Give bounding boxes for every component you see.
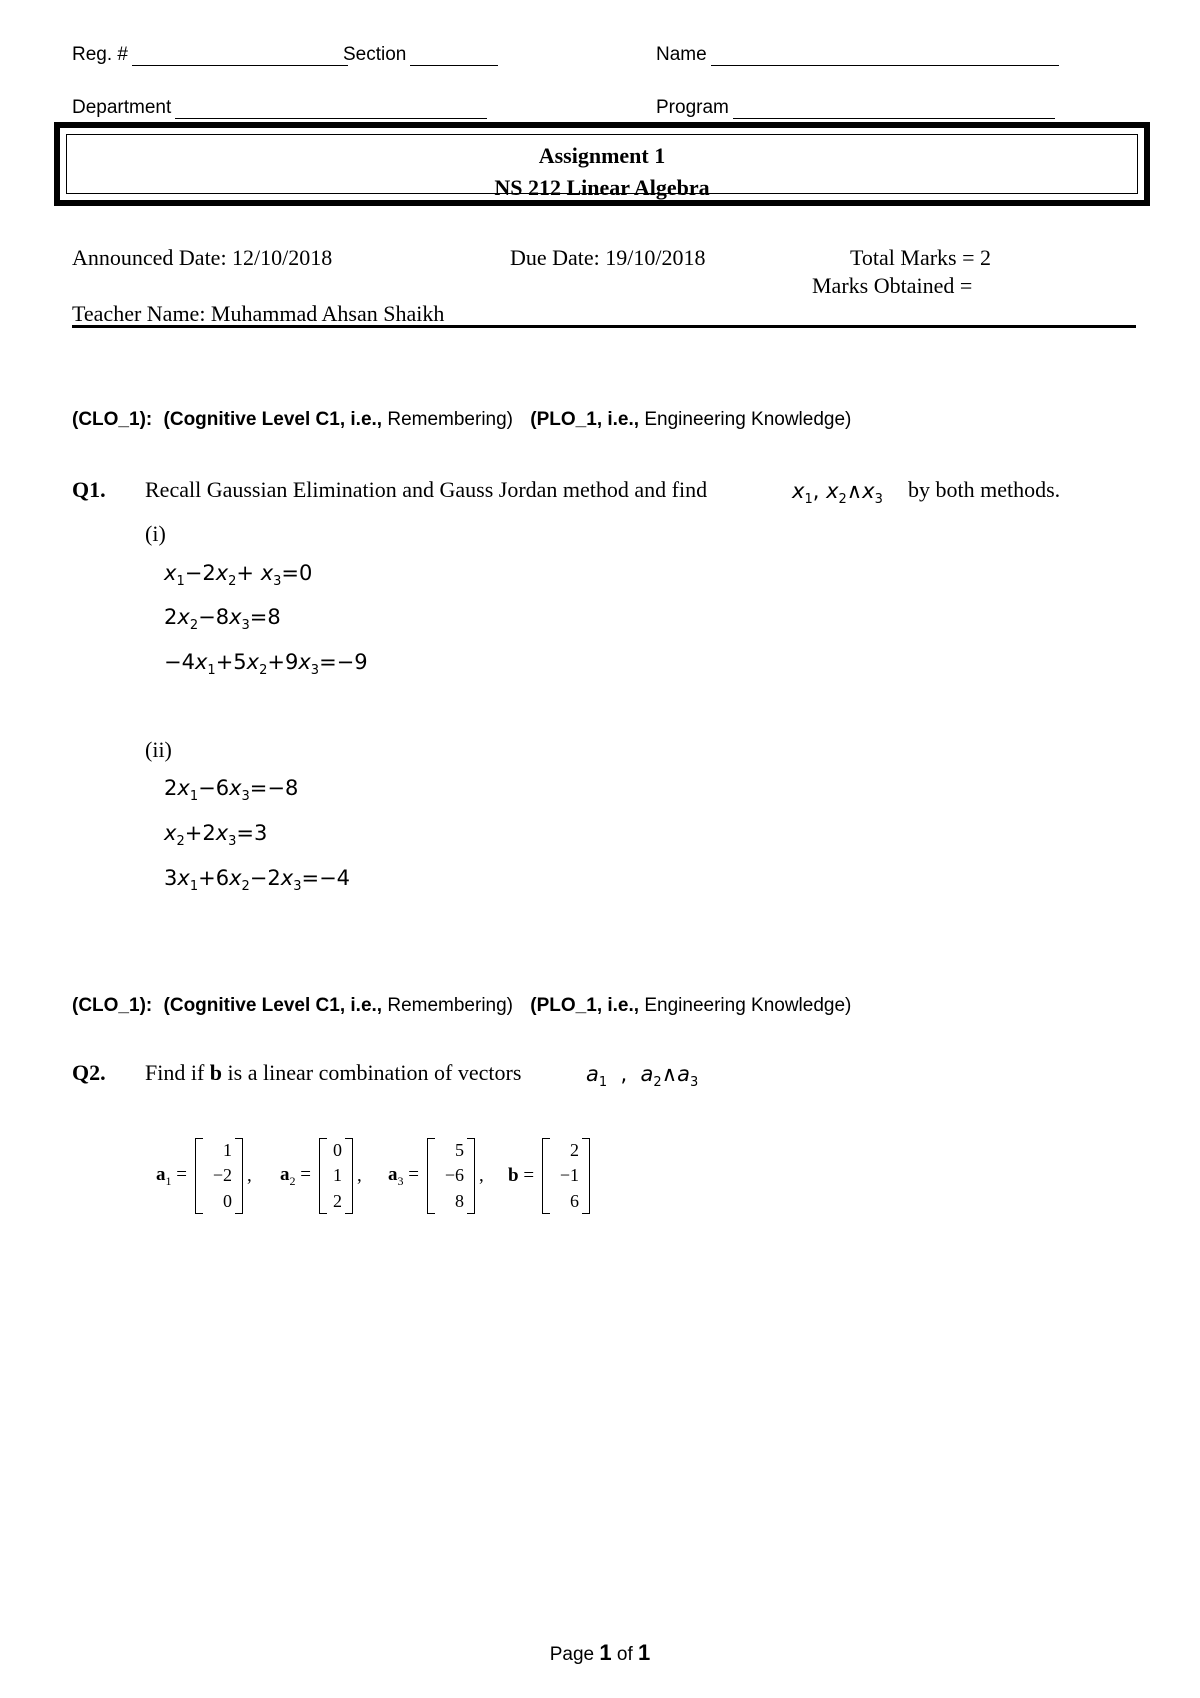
matrix-a2: $a_2$ = 0 1 2 ,	[280, 1138, 362, 1214]
program-blank	[733, 100, 1055, 119]
cognitive-prefix: (Cognitive Level C1, i.e.,	[163, 995, 383, 1016]
q1-number: Q1.	[72, 477, 106, 502]
q1-ii-equation-3: $3x_1+6x_2-2x_3=-4$	[164, 866, 351, 895]
q2-number: Q2.	[72, 1060, 106, 1085]
matrix-a3: $a_3$ = 5 −6 8 ,	[388, 1138, 484, 1214]
reg-blank	[132, 47, 348, 66]
matrix-a3-entry: −6	[444, 1165, 464, 1186]
clo-line-q1	[72, 409, 851, 431]
matrix-a3-entry: 5	[454, 1140, 464, 1161]
marks-obtained: Marks Obtained =	[812, 273, 973, 298]
title-box	[54, 122, 1150, 206]
matrix-b	[508, 1138, 590, 1214]
clo-line-q2	[72, 995, 851, 1017]
department-blank	[175, 100, 487, 119]
section-label: Section	[343, 44, 407, 65]
q1-i-equation-3: $-4x_1+5x_2+9x_3=-9$	[164, 650, 368, 679]
section-field	[343, 44, 498, 66]
name-field	[656, 44, 1059, 66]
program-field	[656, 97, 1055, 119]
department-field	[72, 97, 487, 119]
reg-field	[72, 44, 348, 66]
cognitive-prefix: (Cognitive Level C1, i.e.,	[163, 409, 383, 430]
matrix-b-entry: 6	[570, 1190, 580, 1211]
matrix-a2-entry: 1	[332, 1165, 342, 1186]
matrix-a3-bracket	[427, 1138, 475, 1214]
assignment-title: Assignment 1	[538, 143, 666, 168]
matrix-a1-entry: 1	[222, 1140, 232, 1161]
matrix-a1-entry: 0	[222, 1190, 232, 1211]
cognitive-term: Remembering)	[387, 995, 514, 1016]
course-title: NS 212 Linear Algebra	[494, 175, 710, 200]
page-footer	[0, 1640, 1200, 1666]
total-marks: Total Marks = 2	[850, 245, 992, 270]
q1-ii-equation-2: $x_2+2x_3=3$	[164, 821, 268, 850]
matrix-b-entry: −1	[559, 1165, 580, 1186]
q1-text-after: by both methods.	[908, 477, 1061, 502]
plo-term: Engineering Knowledge)	[644, 995, 852, 1016]
clo-code: (CLO_1):	[72, 995, 153, 1016]
matrix-a3-entry: 8	[454, 1190, 464, 1211]
q2-text-before: Find if	[145, 1060, 205, 1085]
plo-prefix: (PLO_1, i.e.,	[530, 409, 640, 430]
teacher-name: Teacher Name: Muhammad Ahsan Shaikh	[72, 301, 445, 326]
reg-label: Reg. #	[72, 44, 128, 65]
name-label: Name	[656, 44, 707, 65]
q2-b-symbol: b	[209, 1060, 223, 1085]
matrix-a1-entry: −2	[212, 1165, 232, 1186]
due-date: Due Date: 19/10/2018	[510, 245, 706, 270]
matrix-a1-label: $a_1$ =	[156, 1163, 187, 1188]
q1-ii-equation-1: $2x_1-6x_3=-8$	[164, 776, 299, 805]
q1-part-i-label: (i)	[145, 521, 166, 546]
title-inner-frame	[66, 134, 1138, 200]
q1-part-ii-label: (ii)	[145, 737, 172, 762]
q2-text	[145, 1060, 521, 1086]
program-label: Program	[656, 97, 729, 118]
section-blank	[410, 47, 498, 66]
q2-text-after: is a linear combination of vectors	[227, 1060, 522, 1085]
q1-i-equation-2: $2x_2-8x_3=8$	[164, 605, 281, 634]
matrix-a2-entry: 2	[332, 1190, 342, 1211]
matrix-a1: $a_1$ = 1 −2 0 ,	[156, 1138, 252, 1214]
q1-i-equation-1: $x_1-2x_2+ x_3=0$	[164, 561, 313, 590]
matrix-a2-bracket	[319, 1138, 353, 1214]
matrix-a2-label: $a_2$ =	[280, 1163, 311, 1188]
plo-prefix: (PLO_1, i.e.,	[530, 995, 640, 1016]
matrix-b-bracket	[542, 1138, 590, 1214]
footer-total-pages: 1	[638, 1640, 651, 1665]
department-label: Department	[72, 97, 172, 118]
matrix-a2-entry: 0	[332, 1140, 342, 1161]
matrix-a1-bracket	[195, 1138, 243, 1214]
matrix-b-entry: 2	[570, 1140, 580, 1161]
header-rule	[72, 325, 1136, 328]
name-blank	[711, 47, 1059, 66]
q1-variables: $x_1$, $x_2\wedge x_3$	[792, 479, 883, 508]
matrix-b-label: b =	[508, 1165, 535, 1186]
announced-date: Announced Date: 12/10/2018	[72, 245, 333, 270]
q1-text: Recall Gaussian Elimination and Gauss Jordan method and find	[145, 477, 708, 502]
matrix-a3-label: $a_3$ =	[388, 1163, 419, 1188]
plo-term: Engineering Knowledge)	[644, 409, 852, 430]
cognitive-term: Remembering)	[387, 409, 514, 430]
q2-vectors: $a_1$ , $a_2\wedge a_3$	[586, 1062, 699, 1091]
clo-code: (CLO_1):	[72, 409, 153, 430]
footer-page-word: Page	[549, 1644, 595, 1665]
footer-current-page: 1	[599, 1640, 612, 1665]
footer-of-word: of	[616, 1644, 633, 1665]
